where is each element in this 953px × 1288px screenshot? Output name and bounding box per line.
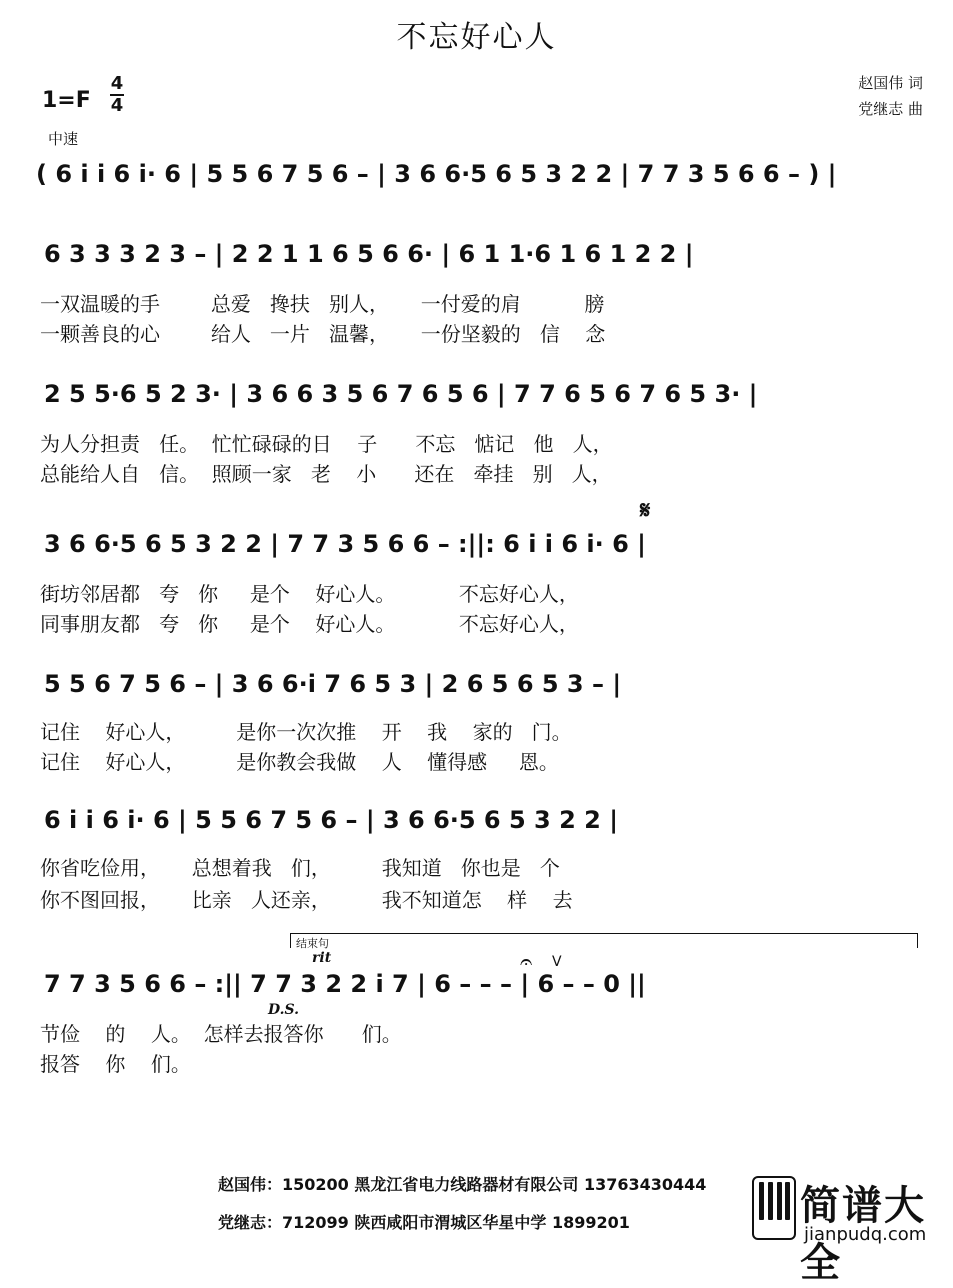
dal-segno-mark: D.S. (268, 1002, 300, 1018)
key-signature: 1=F (42, 88, 91, 113)
logo-name: 简谱大全 (800, 1183, 926, 1286)
notes-row-5: 5 5 6 7 5 6 – | 3 6 6·i 7 6 5 3 | 2 6 5 6 5 3 – | (44, 670, 622, 698)
composer-credit: 党继志 曲 (858, 100, 923, 118)
lyricist-credit: 赵国伟 词 (858, 74, 923, 92)
score-row-3 (36, 380, 926, 420)
notes-row-1: ( 6 i i 6 i· 6 | 5 5 6 7 5 6 – | 3 6 6·5 6 5 3 2 2 | 7 7 3 5 6 6 – ) | (36, 160, 837, 188)
time-signature (108, 74, 126, 116)
lyric-row-2-verse-2: 一颗善良的心 给人 一片 温馨， 一份坚毅的 信 念 (40, 322, 606, 346)
lyric-row-2-verse-1: 一双温暖的手 总爱 搀扶 别人， 一付爱的肩 膀 (40, 292, 605, 316)
score-row-5 (36, 670, 926, 710)
logo-url: jianpudq.com (804, 1224, 927, 1245)
score-row-1 (36, 160, 926, 200)
piano-icon (752, 1176, 796, 1240)
lyric-row-3-verse-2: 总能给人自 信。 照顾一家 老 小 还在 牵挂 别 人， (40, 462, 612, 486)
lyric-row-6-verse-1: 你省吃俭用， 总想着我 们， 我知道 你也是 个 (40, 856, 560, 880)
notes-row-7: 7 7 3 5 6 6 – :|| 7 7 3 2 2 i 7 | 6 – – – | 6 – – 0 || (44, 970, 646, 998)
notes-row-3: 2 5 5·6 5 2 3· | 3 6 6 3 5 6 7 6 5 6 | 7 7 6 5 6 7 6 5 3· | (44, 380, 758, 408)
footer-contact-composer: 党继志：712099 陕西咸阳市渭城区华星中学 1899201 (218, 1213, 630, 1232)
lyric-row-4-verse-2: 同事朋友都 夸 你 是个 好心人。 不忘好心人， (40, 612, 579, 636)
time-signature-top: 4 (110, 73, 124, 94)
ending-label: 结束句 (296, 937, 329, 950)
page-title: 不忘好心人 (396, 20, 557, 55)
score-row-7 (36, 970, 926, 1010)
site-logo[interactable] (752, 1166, 944, 1286)
lyric-row-7-verse-1: 节俭 的 人。 怎样去报答你 们。 (40, 1022, 402, 1046)
notes-row-4: 3 6 6·5 6 5 3 2 2 | 7 7 3 5 6 6 – :||: 6 i i 6 i· 6 | (44, 530, 646, 558)
tempo-marking: 中速 (48, 130, 79, 148)
segno-sign: 𝄋 (640, 496, 651, 524)
lyric-row-5-verse-1: 记住 好心人， 是你一次次推 开 我 家的 门。 (40, 720, 572, 744)
score-row-2 (36, 240, 926, 280)
fermata-sign: 𝄐 (520, 950, 533, 975)
notes-row-6: 6 i i 6 i· 6 | 5 5 6 7 5 6 – | 3 6 6·5 6 5 3 2 2 | (44, 806, 618, 834)
ending-bracket (290, 933, 918, 948)
time-signature-bottom: 4 (110, 95, 124, 116)
lyric-row-6-verse-2: 你不图回报， 比亲 人还亲， 我不知道怎 样 去 (40, 888, 573, 912)
footer-contact-lyricist: 赵国伟：150200 黑龙江省电力线路器材有限公司 13763430444 (218, 1175, 707, 1194)
breath-mark: V (552, 954, 562, 970)
score-row-6 (36, 806, 926, 846)
score-row-4 (36, 530, 926, 570)
lyric-row-3-verse-1: 为人分担责 任。 忙忙碌碌的日 子 不忘 惦记 他 人， (40, 432, 613, 456)
ritardando-mark: rit (312, 950, 332, 966)
notes-row-2: 6 3 3 3 2 3 – | 2 2 1 1 6 5 6 6· | 6 1 1·6 1 6 1 2 2 | (44, 240, 694, 268)
lyric-row-7-verse-2: 报答 你 们。 (40, 1052, 191, 1076)
lyric-row-5-verse-2: 记住 好心人， 是你教会我做 人 懂得感 恩。 (40, 750, 559, 774)
lyric-row-4-verse-1: 街坊邻居都 夸 你 是个 好心人。 不忘好心人， (40, 582, 579, 606)
